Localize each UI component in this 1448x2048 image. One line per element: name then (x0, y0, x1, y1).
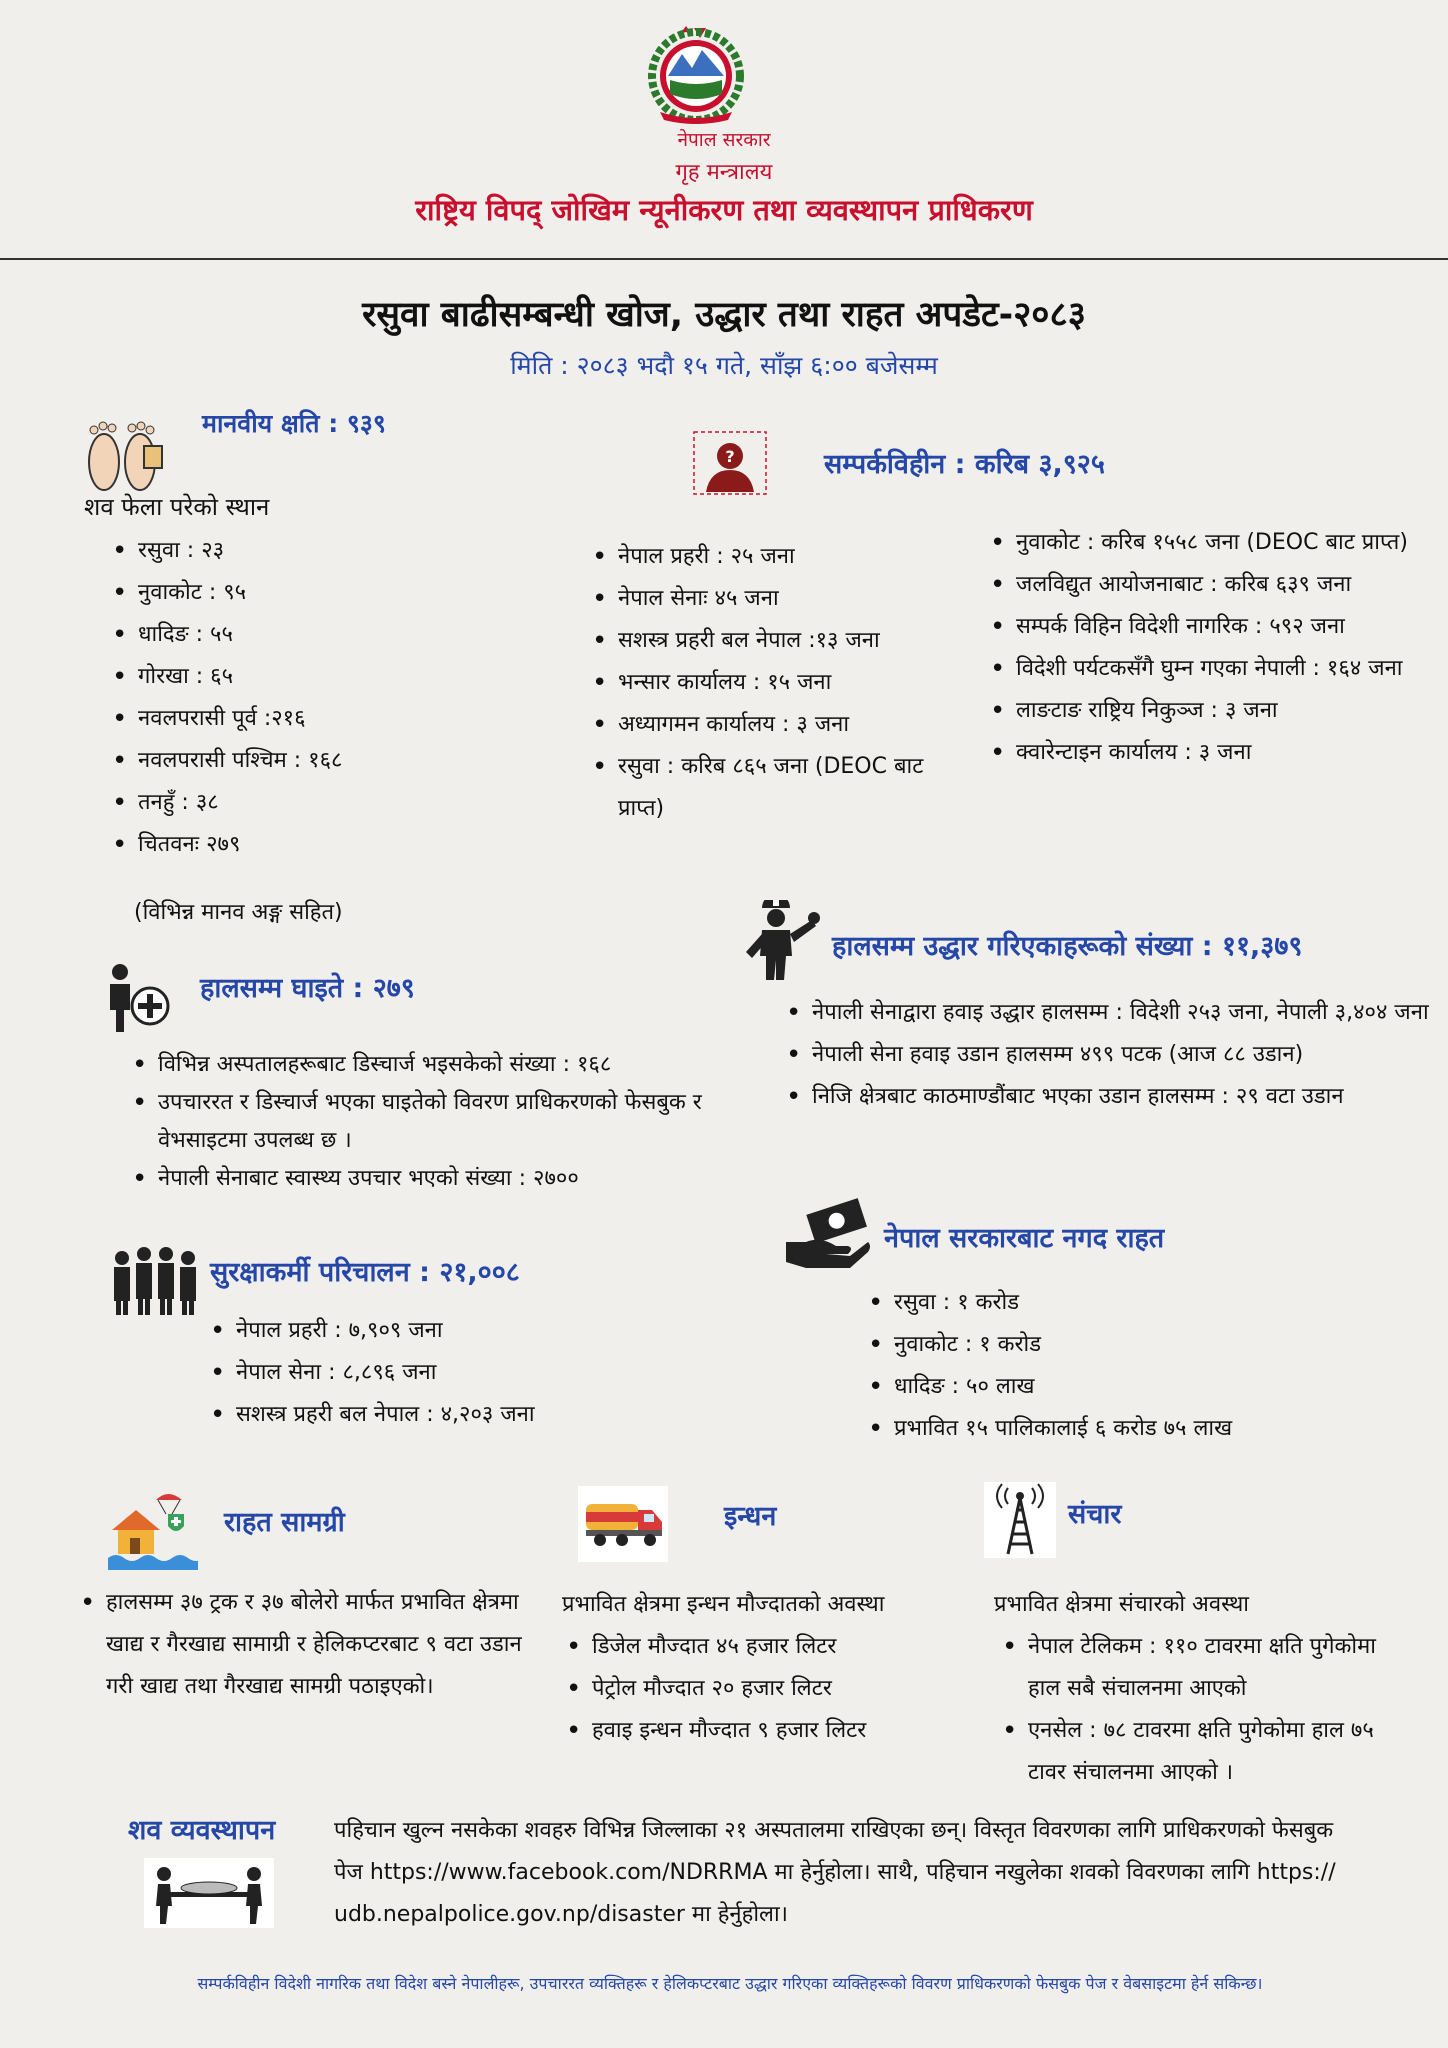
header-authority: राष्ट्रिय विपद् जोखिम न्यूनीकरण तथा व्यवस्थापन प्राधिकरण (415, 193, 1033, 227)
list-item: • पेट्रोल मौज्दात २० हजार लिटर (562, 1668, 982, 1710)
fuel-list (562, 1626, 982, 1752)
fuel-title: इन्धन (724, 1501, 777, 1532)
list-item: • नवलपरासी पश्चिम : १६८ (108, 740, 548, 782)
security-personnel-icon (108, 1244, 202, 1316)
list-item: • नेपाली सेनाद्वारा हवाइ उद्धार हालसम्म : विदेशी २५३ जना, नेपाली ३,४०४ जना (782, 992, 1432, 1034)
rescued-title: हालसम्म उद्धार गरिएकाहरूको संख्या : ११,३७९ (832, 931, 1303, 962)
missing-person-icon (692, 430, 768, 496)
svg-text:?: ? (725, 447, 735, 466)
cash-title: नेपाल सरकारबाट नगद राहत (884, 1223, 1165, 1254)
telecom-tower-icon (984, 1482, 1056, 1558)
list-item: • विभिन्न अस्पतालहरूबाट डिस्चार्ज भइसकेको संख्या : १६८ (128, 1046, 716, 1084)
list-item: • भन्सार कार्यालय : १५ जना (588, 662, 960, 704)
list-item: • गोरखा : ६५ (108, 656, 548, 698)
list-item: • अध्यागमन कार्यालय : ३ जना (588, 704, 960, 746)
missing-list-col2 (986, 522, 1432, 774)
human-loss-note: (विभिन्न मानव अङ्ग सहित) (134, 900, 343, 925)
rescuer-icon (740, 900, 820, 982)
body-mgmt-text: पहिचान खुल्न नसकेका शवहरु विभिन्न जिल्लाका २१ अस्पतालमा राखिएका छन्। विस्तृत विवरणका लागि प्राधिकरणको फेसबुक पेज https://www.facebook.com/NDRRMA मा हेर्नुहोला। साथै, पहिचान नखुलेका शवको विवरणका लागि https://udb.nepalpolice.gov.np/disaster मा हेर्नुहोला। (334, 1818, 1336, 1927)
page-title: रसुवा बाढीसम्बन्धी खोज, उद्धार तथा राहत अपडेट-२०८३ (362, 295, 1086, 335)
feet-tag-icon (78, 412, 170, 496)
list-item: • नेपाल प्रहरी : ७,९०९ जना (206, 1310, 676, 1352)
list-item: • हवाइ इन्धन मौज्दात ९ हजार लिटर (562, 1710, 982, 1752)
list-item: • नुवाकोट : करिब १५५८ जना (DEOC बाट प्राप्त) (986, 522, 1432, 564)
fuel-truck-icon (578, 1486, 668, 1562)
list-item: • जलविद्युत आयोजनाबाट : करिब ६३९ जना (986, 564, 1432, 606)
comm-list (998, 1626, 1414, 1794)
list-item: • धादिङ : ५५ (108, 614, 548, 656)
list-item: • रसुवा : २३ (108, 530, 548, 572)
list-item: • सम्पर्क विहिन विदेशी नागरिक : ५९२ जना (986, 606, 1432, 648)
human-loss-list (108, 530, 548, 866)
list-item: • नेपाल टेलिकम : ११० टावरमा क्षति पुगेकोमा हाल सबै संचालनमा आएको (998, 1626, 1414, 1710)
list-item: • नवलपरासी पूर्व :२१६ (108, 698, 548, 740)
list-item: • निजि क्षेत्रबाट काठमाण्डौंबाट भएका उडान हालसम्म : २९ वटा उडान (782, 1076, 1432, 1118)
list-item: • नुवाकोट : १ करोड (864, 1324, 1424, 1366)
human-loss-subtitle: शव फेला परेको स्थान (84, 493, 270, 521)
body-mgmt-title: शव व्यवस्थापन (128, 1815, 276, 1846)
header-ministry: गृह मन्त्रालय (675, 160, 773, 185)
list-item: • एनसेल : ७८ टावरमा क्षति पुगेकोमा हाल ७५ टावर संचालनमा आएको । (998, 1710, 1414, 1794)
header-divider (0, 258, 1448, 260)
list-item: • प्रभावित १५ पालिकालाई ६ करोड ७५ लाख (864, 1408, 1424, 1450)
human-loss-title: मानवीय क्षति : ९३९ (202, 409, 386, 438)
header-gov: नेपाल सरकार (677, 129, 771, 151)
injured-person-icon (104, 962, 176, 1034)
injured-title: हालसम्म घाइते : २७९ (200, 973, 415, 1004)
list-item: • धादिङ : ५० लाख (864, 1366, 1424, 1408)
footer-note: सम्पर्कविहीन विदेशी नागरिक तथा विदेश बस्ने नेपालीहरू, उपचाररत व्यक्तिहरू र हेलिकप्टरबाट उद्धार गरिएका व्यक्तिहरूको विवरण प्राधिकरणको फेसबुक पेज र वेबसाइटमा हेर्न सकिन्छ। (197, 1974, 1263, 1993)
relief-list (76, 1582, 526, 1708)
list-item: • सशस्त्र प्रहरी बल नेपाल :१३ जना (588, 620, 960, 662)
comm-title: संचार (1068, 1499, 1122, 1530)
comm-subtitle: प्रभावित क्षेत्रमा संचारको अवस्था (994, 1592, 1249, 1617)
rescued-list (782, 992, 1432, 1118)
page-date: मिति : २०८३ भदौ १५ गते, साँझ ६:०० बजेसम्म (510, 351, 938, 380)
security-list (206, 1310, 676, 1436)
list-item: • लाङटाङ राष्ट्रिय निकुञ्ज : ३ जना (986, 690, 1432, 732)
relief-house-icon (108, 1490, 198, 1570)
list-item: • तनहुँ : ३८ (108, 782, 548, 824)
list-item: • नेपाल प्रहरी : २५ जना (588, 536, 960, 578)
injured-list (128, 1046, 716, 1198)
cash-list (864, 1282, 1424, 1450)
list-item: • विदेशी पर्यटकसँगै घुम्न गएका नेपाली : १६४ जना (986, 648, 1432, 690)
nepal-emblem (640, 24, 752, 128)
list-item: • चितवनः २७९ (108, 824, 548, 866)
list-item: • नेपाली सेनाबाट स्वास्थ्य उपचार भएको संख्या : २७०० (128, 1160, 716, 1198)
missing-title: सम्पर्कविहीन : करिब ३,९२५ (824, 449, 1105, 480)
list-item: • नेपाल सेनाः ४५ जना (588, 578, 960, 620)
missing-list-col1 (588, 536, 960, 830)
fuel-subtitle: प्रभावित क्षेत्रमा इन्धन मौज्दातको अवस्था (562, 1592, 885, 1617)
list-item: • रसुवा : करिब ८६५ जना (DEOC बाट प्राप्त) (588, 746, 960, 830)
relief-title: राहत सामग्री (224, 1507, 345, 1538)
security-title: सुरक्षाकर्मी परिचालन : २१,००८ (210, 1257, 520, 1288)
list-item: • नुवाकोट : ९५ (108, 572, 548, 614)
list-item: • सशस्त्र प्रहरी बल नेपाल : ४,२०३ जना (206, 1394, 676, 1436)
stretcher-icon (144, 1858, 274, 1928)
list-item: • डिजेल मौज्दात ४५ हजार लिटर (562, 1626, 982, 1668)
list-item: • हालसम्म ३७ ट्रक र ३७ बोलेरो मार्फत प्रभावित क्षेत्रमा खाद्य र गैरखाद्य सामाग्री र हेलिकप्टरबाट ९ वटा उडान गरी खाद्य तथा गैरखाद्य सामग्री पठाइएको। (76, 1582, 526, 1708)
list-item: • क्वारेन्टाइन कार्यालय : ३ जना (986, 732, 1432, 774)
list-item: • नेपाल सेना : ८,८९६ जना (206, 1352, 676, 1394)
list-item: • रसुवा : १ करोड (864, 1282, 1424, 1324)
list-item: • नेपाली सेना हवाइ उडान हालसम्म ४९९ पटक (आज ८८ उडान) (782, 1034, 1432, 1076)
cash-hand-icon (784, 1196, 870, 1270)
list-item: • उपचाररत र डिस्चार्ज भएका घाइतेको विवरण प्राधिकरणको फेसबुक र वेभसाइटमा उपलब्ध छ । (128, 1084, 716, 1160)
